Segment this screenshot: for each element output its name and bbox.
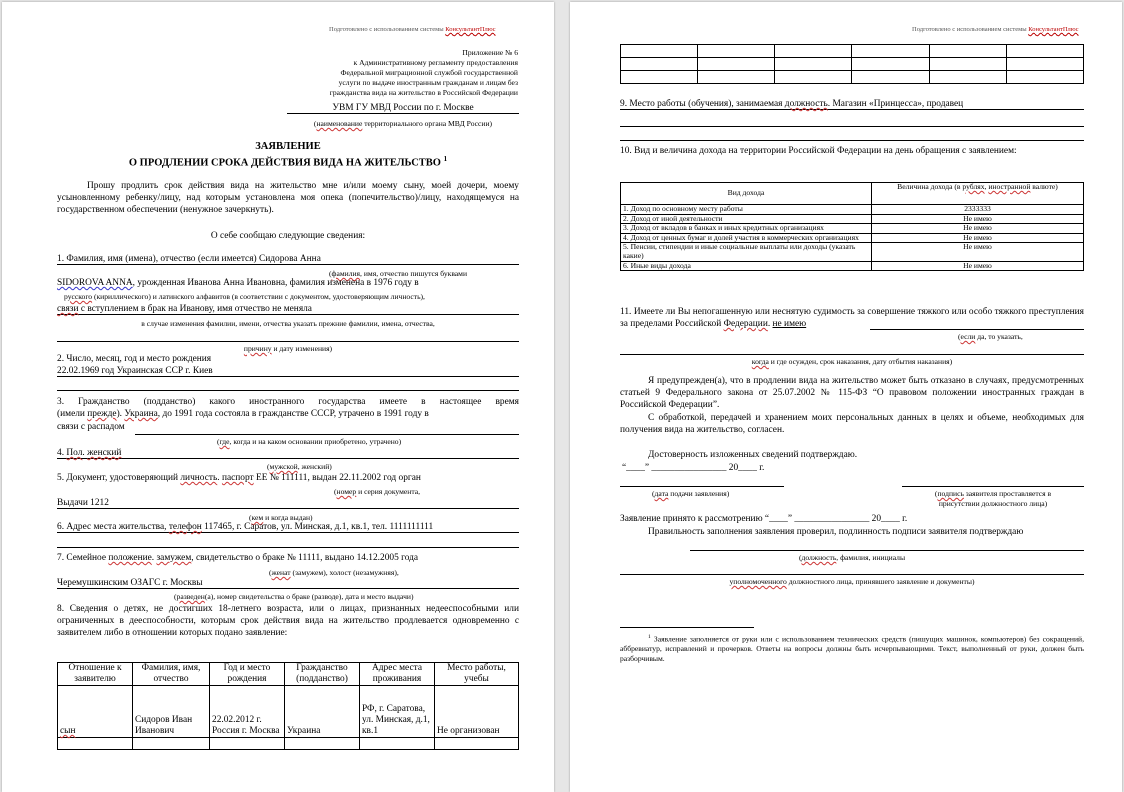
field-1-hint-3: в случае изменения фамилии, имени, отчества указать прежние фамилии, имена, отчества, xyxy=(141,319,435,328)
table-row xyxy=(621,205,1084,215)
hint-word: кем xyxy=(251,513,264,522)
field-1-line-2-text: , урожденная Иванова Анна Ивановна, фамилия изменена в 1976 году в xyxy=(132,278,419,288)
cell-empty xyxy=(360,738,435,750)
annex-line: гражданства вида на жительство в Российской Федерации xyxy=(329,88,518,97)
title-line-1: ЗАЯВЛЕНИЕ xyxy=(255,141,321,152)
col-address: Адрес места проживания xyxy=(360,663,435,686)
table-row xyxy=(58,738,519,750)
field-6 xyxy=(57,522,519,533)
field-1-line-4-text: с вступлением в брак на Иванову, имя отчество не меняла xyxy=(78,304,312,314)
col-citizenship: Гражданство (подданство) xyxy=(285,663,360,686)
f5-word: паспорт xyxy=(221,473,254,483)
cell-birth: 22.02.2012 г. Россия г. Москва xyxy=(210,686,285,738)
f5-text: 5. Документ, удостоверяющий xyxy=(57,473,181,483)
income-type: 4. Доход от ценных бумаг и долей участия в коммерческих организациях xyxy=(621,233,872,243)
children-table xyxy=(57,662,519,750)
cell-address: РФ, г. Саратова, ул. Минская, д.1, кв.1 xyxy=(360,686,435,738)
hint-rest: , фамилия, инициалы xyxy=(836,553,906,562)
hint-word: если xyxy=(960,332,976,341)
col-income-amount xyxy=(872,183,1084,205)
table-row xyxy=(58,686,519,738)
consent-paragraph: С обработкой, передачей и хранением моих персональных данных в целях и объеме, необходимых для получения вида на жительство, согласен. xyxy=(620,413,1084,435)
blank-line xyxy=(620,574,1084,575)
field-4-value: женский xyxy=(87,448,122,458)
hint-rest: и дату изменения) xyxy=(271,344,333,353)
about-heading: О себе сообщаю следующие сведения: xyxy=(210,231,366,241)
field-10-text: 10. Вид и величина дохода на территории Российской Федерации на день обращения с заявлением: xyxy=(620,146,1017,156)
income-amount: Не имею xyxy=(872,214,1084,224)
cell-empty xyxy=(929,58,1006,71)
field-7-value: , свидетельство о браке № 11111, выдано 14.12.2005 года xyxy=(191,553,419,563)
cell-relation-value: сын xyxy=(60,726,76,736)
authority-value: УВМ ГУ МВД России по г. Москве xyxy=(287,103,519,114)
cell-empty xyxy=(133,738,210,750)
annex-line: Федеральной миграционной службой государственной xyxy=(340,68,518,77)
income-table-header xyxy=(621,183,1084,205)
col-text: , xyxy=(984,182,989,191)
cell-empty xyxy=(698,71,775,84)
field-7-line-2: Черемушкинским ОЗАГС г. Москвы xyxy=(57,578,519,589)
hint-open: ( xyxy=(269,568,272,577)
f3-text: , до 1991 года состояла в гражданстве СССР, утрачено в 1991 году в xyxy=(157,409,429,419)
hint-rest: (замужем), холост (незамужняя), xyxy=(290,568,399,577)
hint-open: ( xyxy=(958,332,961,341)
annex-block xyxy=(252,48,518,98)
f9-word: должность xyxy=(784,99,828,109)
hint-word: должность xyxy=(801,553,837,562)
cell-empty xyxy=(929,71,1006,84)
hint-open: ( xyxy=(249,513,252,522)
table-row xyxy=(621,243,1084,261)
hint-open: ( xyxy=(267,462,270,471)
f3-word: прежде xyxy=(87,409,117,419)
hint-open: ( xyxy=(217,437,220,446)
hint-rest: , когда и на каком основании приобретено, утрачено) xyxy=(229,437,402,446)
field-4-label: Пол xyxy=(66,448,83,458)
intro-paragraph: Прошу продлить срок действия вида на жительство мне и/или моему сыну, моей дочери, моему усыновленному ребенку/лицу, над которым установлена моя опека (попечительство)/лицу, находящемуся на государственном обеспечении (ненужное зачеркнуть). xyxy=(57,181,519,215)
field-11-value: не имею xyxy=(772,319,807,329)
field-5-value: ЕЕ № 111111, выдан 22.11.2002 год орган xyxy=(253,473,421,483)
cell-empty xyxy=(775,45,852,58)
table-row xyxy=(621,45,1084,58)
footnote-mark: 1 xyxy=(648,634,651,640)
hint-word: когда xyxy=(751,357,769,366)
latin-name: SIDOROVA ANNA xyxy=(57,278,133,288)
blank-line xyxy=(135,434,519,435)
page-2 xyxy=(570,2,1122,792)
income-amount: Не имею xyxy=(872,261,1084,271)
consultant-note-prefix: Подготовлено с использованием системы xyxy=(329,26,444,33)
field-5-line-1 xyxy=(57,473,519,483)
col-birth: Год и место рождения xyxy=(210,663,285,686)
blank-line xyxy=(620,126,1084,127)
blank-line xyxy=(57,390,519,391)
col-text: Величина дохода (в xyxy=(897,182,963,191)
hint-word: связи xyxy=(57,304,79,314)
hint-word: наименование xyxy=(316,119,363,128)
hint-word: мужской xyxy=(269,462,298,471)
hint-word: уполномоченного xyxy=(729,577,787,586)
f9-sep: . xyxy=(827,99,833,109)
footnote-text: Заявление заполняется от руки или с использованием технических средств (пишущих машинок, компьютеров) без сокращений, аббревиатур, исправлений и прочерков. Ответы на вопросы должны быть исчерпывающими. Текст, выполненный от руки, должен быть разборчивым. xyxy=(620,634,1084,663)
f7-text: 7. Семейное xyxy=(57,553,109,563)
col-income-type: Вид дохода xyxy=(621,183,872,205)
cell-empty xyxy=(775,58,852,71)
col-work: Место работы, учебы xyxy=(435,663,519,686)
hint-open: ( xyxy=(652,489,655,498)
footnote-mark: 1 xyxy=(443,155,448,163)
blank-line xyxy=(57,547,519,548)
cell-name: Сидоров Иван Иванович xyxy=(133,686,210,738)
f5-sep: . xyxy=(217,473,222,483)
consultant-note-prefix: Подготовлено с использованием системы xyxy=(912,26,1027,33)
f3-text: ). xyxy=(116,409,125,419)
hint-word: разведен xyxy=(176,592,205,601)
col-text: валюте) xyxy=(1030,182,1058,191)
cell-citizenship: Украина xyxy=(285,686,360,738)
table-row xyxy=(621,261,1084,271)
field-1-line-4 xyxy=(57,304,519,315)
hint-rest: (а), номер свидетельства о браке (разводе), дата и место выдачи) xyxy=(204,592,414,601)
field-7-hint-2 xyxy=(174,592,413,601)
f6-word: телефон xyxy=(168,522,202,532)
date-line xyxy=(620,486,784,487)
cell-empty xyxy=(1006,58,1083,71)
field-3-line-3 xyxy=(57,422,519,432)
check-text: Правильность заполнения заявления проверил, подлинность подписи заявителя подтверждаю xyxy=(648,527,1024,537)
hint-rest: и где осужден, срок наказания, дату отбытия наказания) xyxy=(768,357,953,366)
field-2-label: 2. Число, месяц, год и место рождения xyxy=(57,354,212,364)
continued-children-table xyxy=(620,44,1084,84)
income-amount: Не имею xyxy=(872,233,1084,243)
hint-rest: подачи заявления) xyxy=(668,489,730,498)
income-table xyxy=(620,182,1084,271)
field-1-label: 1. Фамилия, имя (имена), отчество (если имеется) xyxy=(57,254,257,264)
annex-line: услуги по выдаче иностранным гражданам и лицам без xyxy=(338,78,518,87)
citizenship-value: Украина xyxy=(124,409,158,419)
date-hint xyxy=(652,489,729,498)
field-4-hint xyxy=(267,462,332,471)
footnote-divider xyxy=(620,627,754,628)
hint-rest: (кириллического) и латинского алфавитов (в соответствии с документом, удостоверяющим личность), xyxy=(92,292,425,301)
field-6-label: 6. Адрес места жительства, xyxy=(57,522,169,532)
field-9-value: Магазин «Принцесса», продавец xyxy=(832,99,964,109)
hint-word: русского xyxy=(64,292,93,301)
hint-rest: должностного лица, принявшего заявление и документы) xyxy=(786,577,975,586)
field-1-hint-1: (фамилия, имя, отчество пишутся буквами xyxy=(329,269,468,278)
annex-line: Приложение № 6 xyxy=(462,48,518,57)
hint-open: ( xyxy=(334,487,337,496)
cell-relation xyxy=(58,686,133,738)
cell-empty xyxy=(621,71,698,84)
f5-word: личность xyxy=(180,473,218,483)
income-type: 3. Доход от вкладов в банках и иных кредитных организациях xyxy=(621,224,872,234)
hint-rest: да, то указать, xyxy=(975,332,1023,341)
cell-empty xyxy=(929,45,1006,58)
footnote xyxy=(620,633,1084,663)
hint-open: ( xyxy=(174,592,177,601)
signature-hint xyxy=(902,489,1084,509)
cell-empty xyxy=(852,45,929,58)
hint-rest: и когда выдан) xyxy=(263,513,313,522)
field-8-text: 8. Сведения о детях, не достигших 18-летнего возраста, или о лицах, признанных недееспособными или ограниченных в дееспособности, которым срок действия вида на жительство продлевается одновременно с заявителем либо в отношении которых подано заявление: xyxy=(57,604,519,638)
hint-rest: , имя, отчество пишутся буквами xyxy=(360,269,468,278)
hint-word: подпись xyxy=(937,489,964,498)
blank-line xyxy=(620,140,1084,141)
field-9-label: 9. Место работы (обучения), занимаемая xyxy=(620,99,785,109)
field-5-hint-1 xyxy=(334,487,420,496)
title-line-2: О ПРОДЛЕНИИ СРОКА ДЕЙСТВИЯ ВИДА НА ЖИТЕЛЬСТВО xyxy=(128,157,441,169)
table-row xyxy=(621,58,1084,71)
hint-rest: заявителя проставляется в xyxy=(963,489,1052,498)
hint-open: ( xyxy=(934,489,938,498)
income-type: 1. Доход по основному месту работы xyxy=(621,205,872,215)
f7-word: положение xyxy=(108,553,152,563)
consultant-note xyxy=(912,26,1079,33)
field-5-line-2: Выдачи 1212 xyxy=(57,498,519,509)
hint-word: номер xyxy=(336,487,357,496)
table-row xyxy=(621,224,1084,234)
hint-rest: присутствии должностного лица) xyxy=(938,499,1048,508)
col-word: рублях xyxy=(962,182,985,191)
f11-text: 11. Имеете ли Вы непогашенную или неснятую судимость за совершение тяжкого или особо тяжкого преступления за пределами Российской xyxy=(620,307,1084,329)
field-1-line-2 xyxy=(57,278,519,288)
field-7-hint-1 xyxy=(269,568,399,577)
cell-empty xyxy=(285,738,360,750)
children-table-header xyxy=(58,663,519,686)
page-1 xyxy=(2,2,554,792)
income-type: 2. Доход от иной деятельности xyxy=(621,214,872,224)
hint-rest: , женский) xyxy=(297,462,332,471)
cell-work: Не организован xyxy=(435,686,519,738)
col-word: иностранной xyxy=(988,182,1031,191)
field-4: 4. Пол. женский xyxy=(57,448,519,459)
cell-empty xyxy=(1006,71,1083,84)
cell-empty xyxy=(621,45,698,58)
cell-empty xyxy=(210,738,285,750)
income-amount: Не имею xyxy=(872,243,1084,261)
field-11-hint-2 xyxy=(620,357,1084,366)
table-row xyxy=(621,71,1084,84)
f3-text: связи с распадом xyxy=(57,422,125,432)
warning-paragraph: Я предупрежден(а), что в продлении вида на жительство может быть отказано в случаях, предусмотренных статьей 9 Федерального закона от 25.07.2002 № 115-ФЗ “О правовом положении иностранных граждан в Российской Федерации”. xyxy=(620,376,1084,410)
cell-empty xyxy=(698,45,775,58)
hint-word: фамилия xyxy=(331,269,361,278)
cell-empty xyxy=(698,58,775,71)
field-7-line-1 xyxy=(57,553,519,563)
hint-word: женат xyxy=(271,568,291,577)
official-hint-2 xyxy=(620,577,1084,586)
signature-line[interactable] xyxy=(902,486,1084,487)
income-type: 5. Пенсии, стипендии и иные социальные выплаты или доходы (указать какие) xyxy=(621,243,872,261)
f7-sep: . xyxy=(151,553,157,563)
annex-line: к Административному регламенту предоставления xyxy=(353,58,518,67)
cell-empty xyxy=(621,58,698,71)
field-3-line-1: 3. Гражданство (подданство) какого иностранного государства имеете в настоящее время xyxy=(57,397,519,407)
field-3-line-2 xyxy=(57,409,519,419)
confirm-text: Достоверность изложенных сведений подтверждаю. xyxy=(648,450,858,460)
field-1-hint-4 xyxy=(57,344,519,353)
hint-word: причину xyxy=(243,344,272,353)
hint-open: ( xyxy=(313,119,317,128)
field-5-hint-2 xyxy=(249,513,313,522)
f4-sep: . xyxy=(82,448,88,458)
date-field[interactable]: “____” ________________ 20____ г. xyxy=(622,463,765,473)
consultant-note xyxy=(329,26,496,33)
field-9 xyxy=(620,99,1084,110)
hint-rest: и серия документа, xyxy=(356,487,421,496)
hint-rest: территориального органа МВД России) xyxy=(362,119,493,128)
field-2-value: 22.02.1969 год Украинская ССР г. Киев xyxy=(57,366,519,377)
blank-line xyxy=(57,341,519,342)
f11-word: Федерации xyxy=(723,319,768,329)
f7-word: замужем xyxy=(156,553,192,563)
cell-empty xyxy=(58,738,133,750)
field-1-line-1 xyxy=(57,254,519,265)
field-11-hint-1 xyxy=(958,332,1023,341)
col-name: Фамилия, имя, отчество xyxy=(133,663,210,686)
authority-hint xyxy=(287,119,519,128)
field-1-value: Сидорова Анна xyxy=(258,254,321,264)
field-1-hint-2 xyxy=(64,292,425,301)
official-hint-1 xyxy=(620,553,1084,562)
income-amount: 2333333 xyxy=(872,205,1084,215)
hint-word: дата xyxy=(654,489,669,498)
cell-empty xyxy=(852,58,929,71)
income-type: 6. Иные виды дохода xyxy=(621,261,872,271)
f11-text: . xyxy=(767,319,773,329)
consultant-brand: КонсультантПлюс xyxy=(1028,26,1079,33)
cell-empty xyxy=(435,738,519,750)
hint-open: ( xyxy=(798,553,802,562)
cell-empty xyxy=(852,71,929,84)
blank-line xyxy=(620,354,1084,355)
field-11-text xyxy=(620,306,1084,330)
f3-text: (имели xyxy=(57,409,88,419)
accepted-text: Заявление принято к рассмотрению “____” ________________ 20____ г. xyxy=(620,514,908,524)
cell-empty xyxy=(775,71,852,84)
consultant-brand: КонсультантПлюс xyxy=(445,26,496,33)
income-amount: Не имею xyxy=(872,224,1084,234)
field-3-hint xyxy=(217,437,401,446)
blank-line xyxy=(870,329,1084,330)
col-relation: Отношение к заявителю xyxy=(58,663,133,686)
official-line[interactable] xyxy=(690,550,1084,551)
hint-word: где xyxy=(219,437,230,446)
page-title xyxy=(57,140,519,170)
field-6-value: 117465, г. Саратов, ул. Минская, д.1, кв.1, тел. 1111111111 xyxy=(201,522,434,532)
cell-empty xyxy=(1006,45,1083,58)
